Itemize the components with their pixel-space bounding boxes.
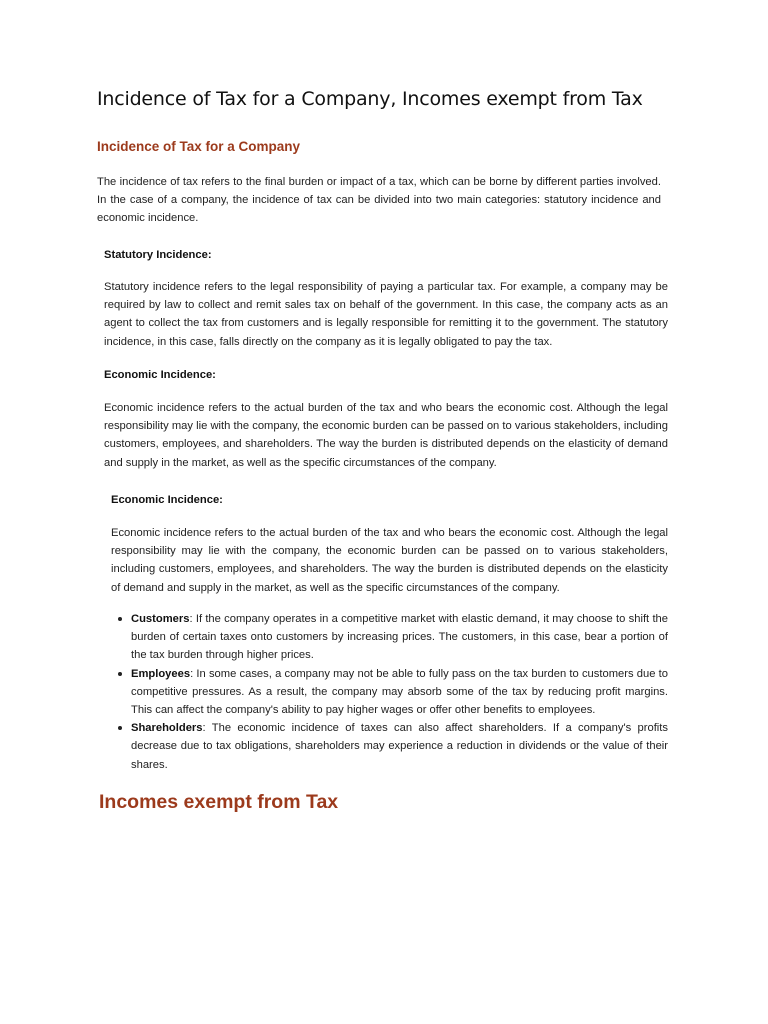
economic-incidence-heading-repeat: Economic Incidence: (111, 494, 223, 506)
bullet-term: Customers (131, 613, 190, 625)
economic-incidence-paragraph-repeat: Economic incidence refers to the actual burden of the tax and who bears the economic cost. Although the legal responsibility may lie with the company, the economic burden can be passed on to various stakeholders, including customers, employees, and shareholders. The way the burden is distributed depends on the elasticity of demand and supply in the market, as well as the specific circumstances of the company. (111, 527, 668, 594)
bullet-dot-icon (118, 672, 122, 676)
bullet-text: : In some cases, a company may not be able to fully pass on the tax burden to customers due to competitive pressures. As a result, the company may absorb some of the tax by reducing profit margins. This can affect the company's ability to pay higher wages or offer other benefits to employees. (131, 667, 668, 717)
bullet-dot-icon (118, 617, 122, 621)
statutory-incidence-paragraph: Statutory incidence refers to the legal responsibility of paying a particular tax. For example, a company may be required by law to collect and remit sales tax on behalf of the government. In this case, the company acts as an agent to collect the tax from customers and is legally responsible for remitting it to the government. The statutory incidence, in this case, falls directly on the company as it is legally obligated to pay the tax. (104, 281, 668, 348)
bullet-term: Employees (131, 667, 191, 680)
bullet-dot-icon (118, 726, 122, 730)
page-title: Incidence of Tax for a Company, Incomes exempt from Tax (97, 88, 643, 110)
statutory-incidence-heading: Statutory Incidence: (104, 249, 212, 261)
section-heading: Incidence of Tax for a Company (97, 139, 301, 154)
list-item (131, 719, 668, 774)
intro-paragraph: The incidence of tax refers to the final burden or impact of a tax, which can be borne by different parties involved. In the case of a company, the incidence of tax can be divided into two main categories: statutory incidence and economic incidence. (97, 176, 661, 225)
list-item (131, 610, 668, 665)
stakeholder-list (131, 610, 668, 774)
bullet-term: Shareholders (131, 722, 203, 735)
economic-incidence-heading: Economic Incidence: (104, 369, 216, 381)
bullet-text: : If the company operates in a competitive market with elastic demand, it may choose to shift the burden of certain taxes onto customers by increasing prices. The customers, in this case, bear a portion of the tax burden through higher prices. (131, 613, 668, 662)
economic-incidence-paragraph: Economic incidence refers to the actual burden of the tax and who bears the economic cost. Although the legal responsibility may lie with the company, the economic burden can be passed on to various stakeholders, including customers, employees, and shareholders. The way the burden is distributed depends on the elasticity of demand and supply in the market, as well as the specific circumstances of the company. (104, 402, 668, 469)
incomes-exempt-heading: Incomes exempt from Tax (99, 791, 339, 813)
list-item (131, 665, 668, 720)
bullet-text: : The economic incidence of taxes can also affect shareholders. If a company's profits decrease due to tax obligations, shareholders may experience a reduction in dividends or the value of their shares. (131, 722, 668, 771)
